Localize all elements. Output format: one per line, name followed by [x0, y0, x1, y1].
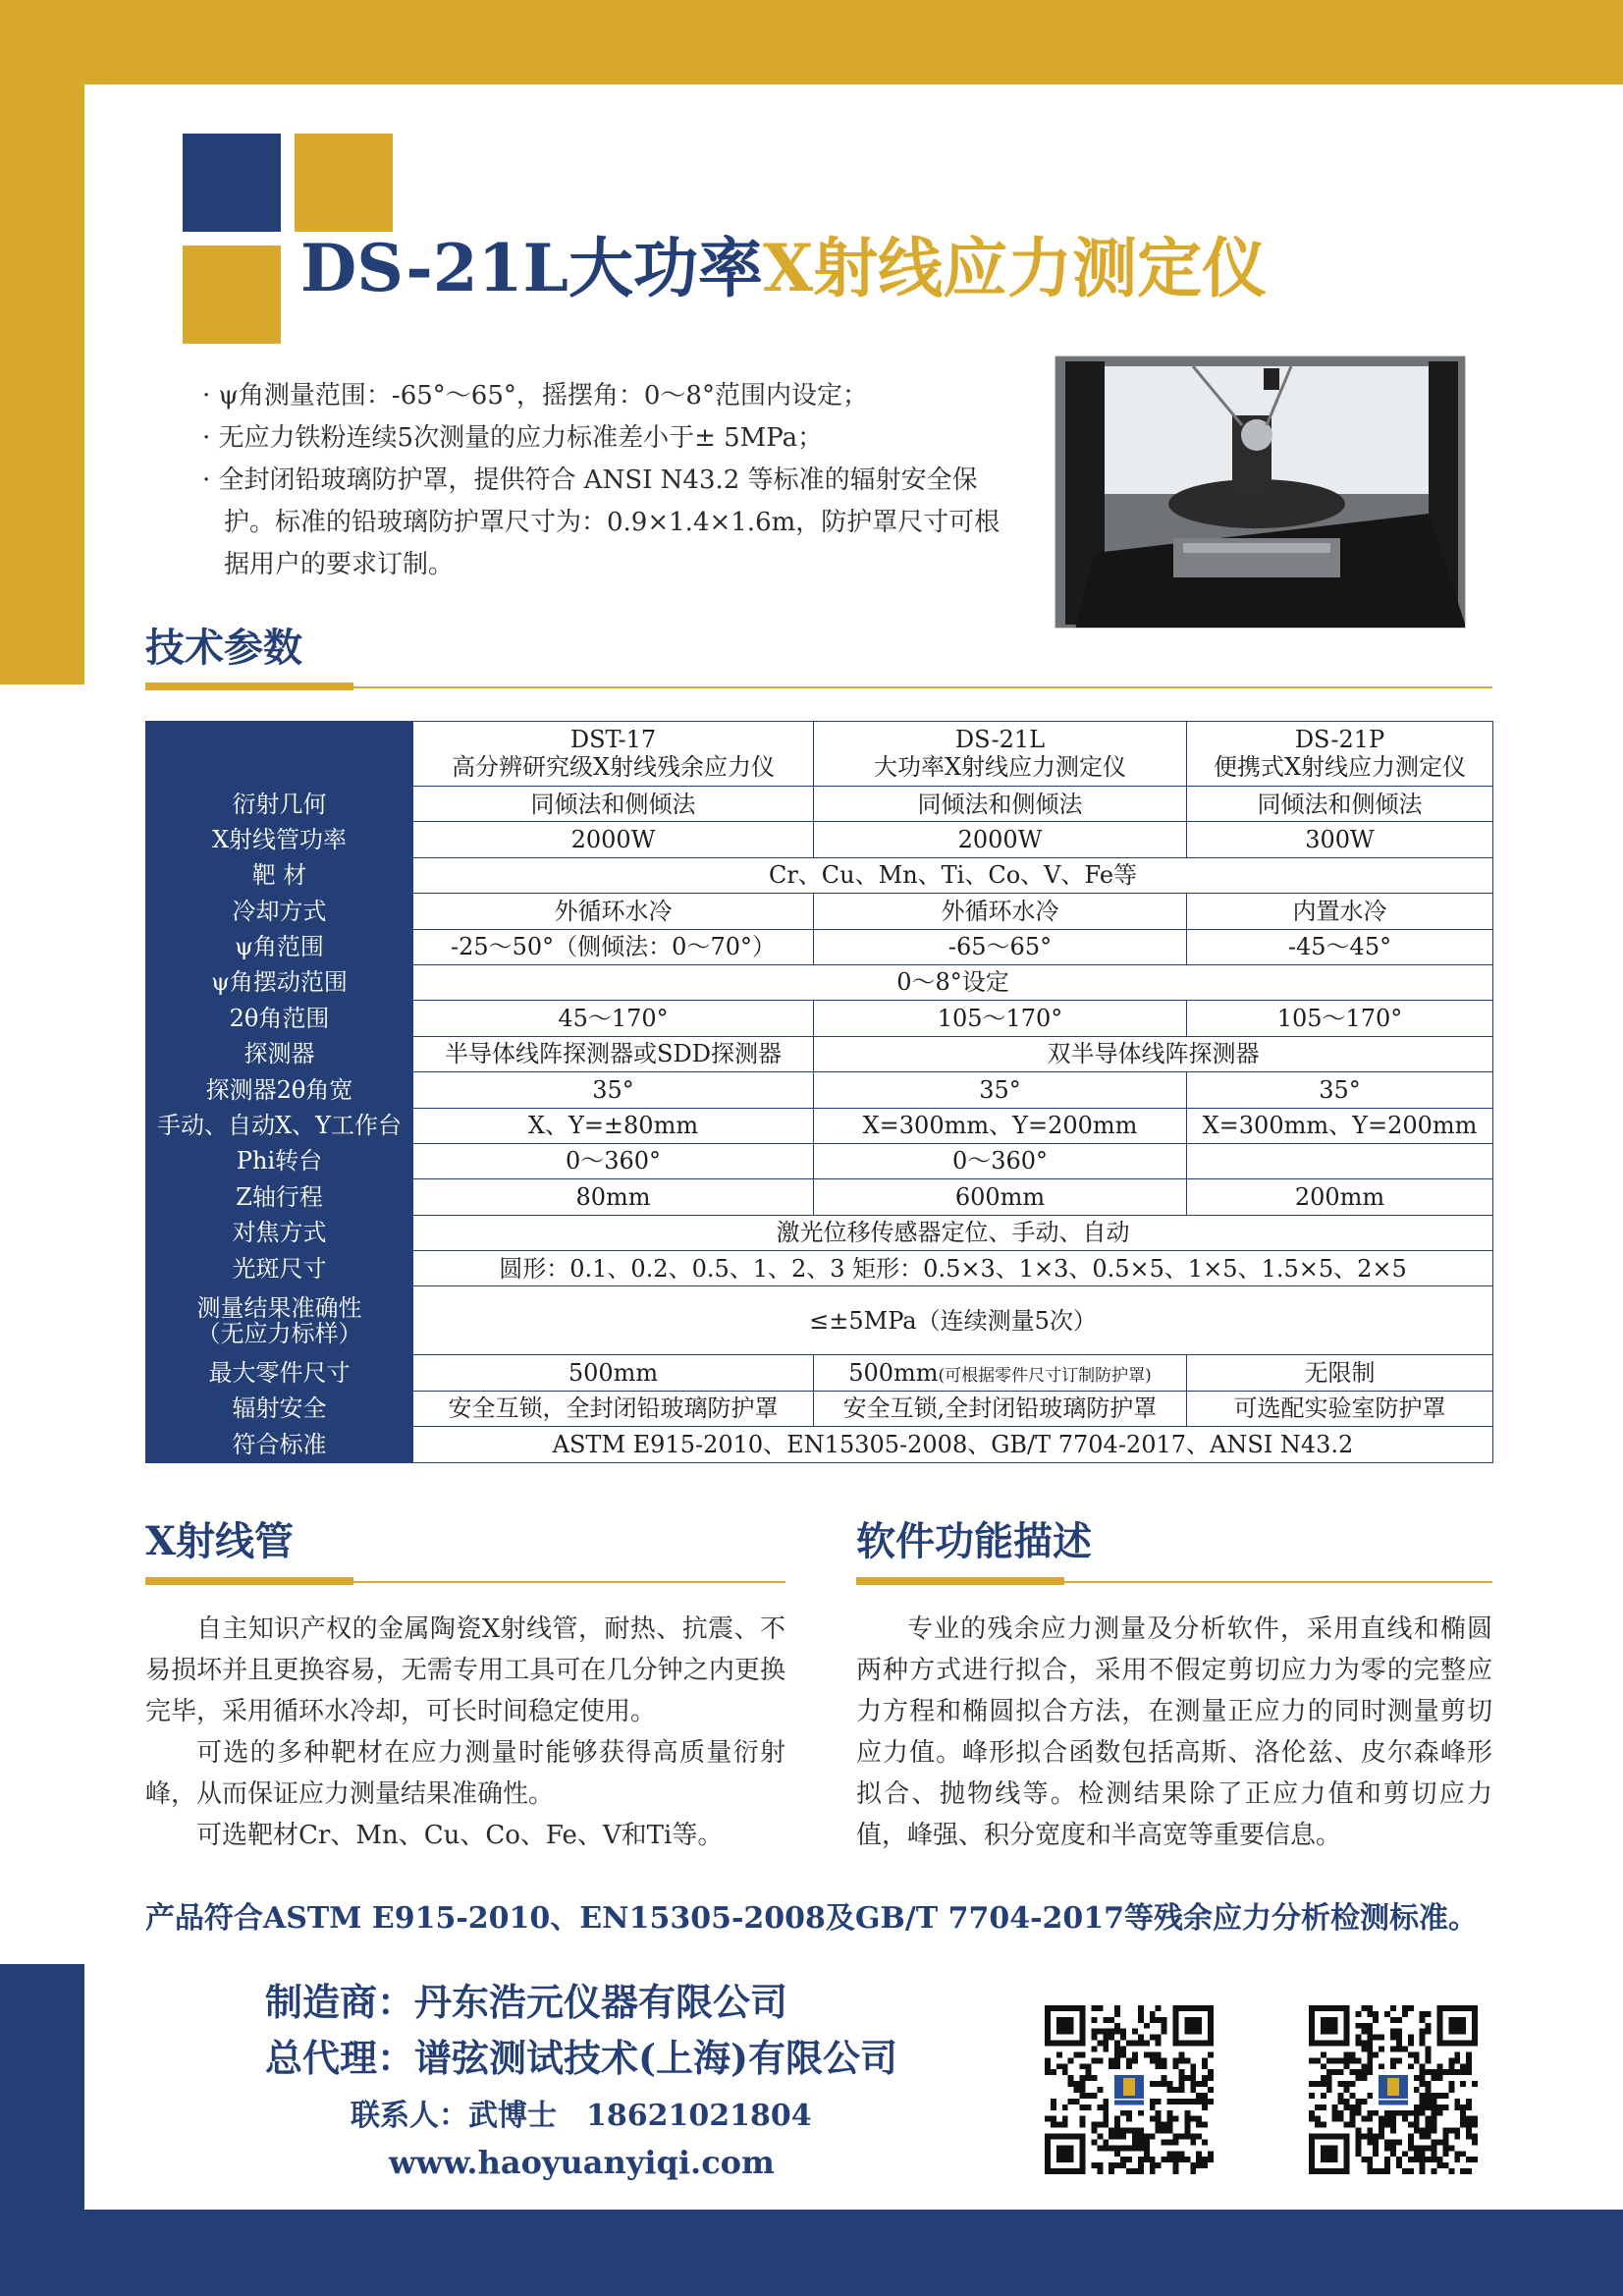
table-cell: 圆形：0.1、0.2、0.5、1、2、3 矩形：0.5×3、1×3、0.5×5、1×5、1.5×5、2×5	[413, 1251, 1493, 1286]
row-label: 探测器2θ角宽	[146, 1072, 413, 1108]
software-heading: 软件功能描述	[856, 1518, 1092, 1564]
table-cell: ≤±5MPa（连续测量5次）	[413, 1286, 1493, 1355]
general-agent: 总代理：谱弦测试技术(上海)有限公司	[265, 2036, 897, 2080]
table-row	[146, 1036, 1493, 1071]
row-label: 2θ角范围	[146, 1001, 413, 1036]
table-row	[146, 1143, 1493, 1178]
model-header-ds21p	[1187, 722, 1493, 787]
table-cell: 2000W	[413, 822, 814, 857]
table-cell: 可选配实验室防护罩	[1187, 1391, 1493, 1426]
table-cell: 同倾法和侧倾法	[814, 787, 1187, 822]
table-row	[146, 894, 1493, 929]
paragraph: 可选的多种靶材在应力测量时能够获得高质量衍射峰，从而保证应力测量结果准确性。	[145, 1738, 785, 1809]
title-part-model: DS-21L大功率	[300, 230, 763, 306]
xray-tube-text	[145, 1609, 785, 1856]
left-gold-bar	[0, 0, 84, 684]
table-cell	[1187, 1143, 1493, 1178]
table-cell: -65～65°	[814, 929, 1187, 964]
top-gold-bar	[0, 0, 1623, 84]
instrument-photo	[1055, 355, 1466, 629]
manufacturer: 制造商：丹东浩元仪器有限公司	[265, 1980, 788, 2024]
model-code: DS-21P	[1294, 725, 1385, 753]
row-label: 手动、自动X、Y工作台	[146, 1108, 413, 1143]
model-header-ds21l	[814, 722, 1187, 787]
instrument-photo-icon	[1055, 356, 1466, 629]
table-cell: Cr、Cu、Mn、Ti、Co、V、Fe等	[413, 857, 1493, 893]
table-cell: 外循环水冷	[413, 894, 814, 929]
row-label: 辐射安全	[146, 1391, 413, 1426]
model-code: DST-17	[569, 725, 657, 753]
row-label: 探测器	[146, 1036, 413, 1071]
table-row	[146, 929, 1493, 964]
table-cell: 80mm	[413, 1179, 814, 1215]
table-cell: 0～360°	[814, 1143, 1187, 1178]
table-cell: 双半导体线阵探测器	[814, 1036, 1493, 1071]
title-part-product: X射线应力测定仪	[762, 230, 1268, 306]
row-label: 光斑尺寸	[146, 1251, 413, 1286]
table-row	[146, 1179, 1493, 1215]
tech-params-heading: 技术参数	[145, 625, 302, 671]
page-title	[300, 230, 1268, 306]
model-code: DS-21L	[954, 725, 1046, 753]
spec-table	[145, 721, 1493, 1463]
table-row	[146, 787, 1493, 822]
feature-item: · 无应力铁粉连续5次测量的应力标准差小于± 5MPa；	[202, 423, 824, 453]
row-label: 最大零件尺寸	[146, 1355, 413, 1391]
row-label: Phi转台	[146, 1143, 413, 1178]
contact-person: 联系人：武博士 18621021804	[351, 2099, 812, 2133]
table-cell: 105～170°	[814, 1001, 1187, 1036]
row-label: Z轴行程	[146, 1179, 413, 1215]
table-row	[146, 1001, 1493, 1036]
feature-item: · 全封闭铅玻璃防护罩，提供符合 ANSI N43.2 等标准的辐射安全保护。标准的铅玻璃防护罩尺寸为：0.9×1.4×1.6m，防护罩尺寸可根据用户的要求订制。	[202, 465, 1001, 579]
paragraph: 自主知识产权的金属陶瓷X射线管，耐热、抗震、不易损坏并且更换容易，无需专用工具可在几分钟之内更换完毕，采用循环水冷却，可长时间稳定使用。	[145, 1614, 785, 1726]
model-header-dst17	[413, 722, 814, 787]
row-label: 冷却方式	[146, 894, 413, 929]
table-row	[146, 857, 1493, 893]
row-label: 靶 材	[146, 857, 413, 893]
table-cell: ASTM E915-2010、EN15305-2008、GB/T 7704-2017、ANSI N43.2	[413, 1427, 1493, 1462]
row-label	[146, 1286, 413, 1355]
table-corner-cell	[146, 722, 413, 787]
table-row	[146, 1215, 1493, 1250]
table-cell: X=300mm、Y=200mm	[1187, 1108, 1493, 1143]
standard-statement: 产品符合ASTM E915-2010、EN15305-2008及GB/T 7704-2017等残余应力分析检测标准。	[144, 1901, 1479, 1936]
software-heading-accent	[856, 1577, 1064, 1585]
table-cell: 同倾法和侧倾法	[413, 787, 814, 822]
table-cell: X、Y=±80mm	[413, 1108, 814, 1143]
qr-code-icon[interactable]	[1045, 2005, 1214, 2174]
row-label: 对焦方式	[146, 1215, 413, 1250]
table-row	[146, 1286, 1493, 1355]
table-cell: 45～170°	[413, 1001, 814, 1036]
table-cell: 500mm	[413, 1355, 814, 1391]
row-label: ψ角摆动范围	[146, 964, 413, 1000]
table-cell: 35°	[1187, 1072, 1493, 1108]
table-cell	[814, 1355, 1187, 1391]
logo-square-navy	[183, 134, 281, 232]
table-cell: 200mm	[1187, 1179, 1493, 1215]
row-label: ψ角范围	[146, 929, 413, 964]
qr-code-icon[interactable]	[1309, 2005, 1478, 2174]
table-cell: 无限制	[1187, 1355, 1493, 1391]
row-label-line: （无应力标样）	[196, 1319, 362, 1347]
software-text	[856, 1609, 1492, 1856]
website-link[interactable]: www.haoyuanyiqi.com	[389, 2144, 775, 2181]
row-label: 符合标准	[146, 1427, 413, 1462]
table-row	[146, 964, 1493, 1000]
table-cell: 半导体线阵探测器或SDD探测器	[413, 1036, 814, 1071]
model-name: 高分辨研究级X射线残余应力仪	[451, 752, 776, 781]
xray-heading-accent	[145, 1577, 353, 1585]
table-row	[146, 1427, 1493, 1462]
feature-item: · ψ角测量范围：-65°～65°，摇摆角：0～8°范围内设定；	[202, 381, 868, 410]
row-label: X射线管功率	[146, 822, 413, 857]
xray-tube-heading: X射线管	[145, 1518, 295, 1564]
model-name: 便携式X射线应力测定仪	[1213, 752, 1467, 781]
table-row	[146, 822, 1493, 857]
table-row	[146, 1391, 1493, 1426]
feature-list	[202, 375, 1007, 586]
tech-heading-accent	[145, 683, 353, 690]
table-cell: 105～170°	[1187, 1001, 1493, 1036]
model-name: 大功率X射线应力测定仪	[873, 752, 1127, 781]
table-cell: 0～360°	[413, 1143, 814, 1178]
table-cell: 300W	[1187, 822, 1493, 857]
cell-note: (可根据零件尺寸订制防护罩)	[938, 1365, 1152, 1386]
table-cell: -25～50°（侧倾法：0～70°）	[413, 929, 814, 964]
row-label-line: 测量结果准确性	[196, 1293, 362, 1322]
table-cell: 内置水冷	[1187, 894, 1493, 929]
table-cell: 激光位移传感器定位、手动、自动	[413, 1215, 1493, 1250]
paragraph: 专业的残余应力测量及分析软件，采用直线和椭圆两种方式进行拟合，采用不假定剪切应力为零的完整应力方程和椭圆拟合方法，在测量正应力的同时测量剪切应力值。峰形拟合函数包括高斯、洛伦兹、皮尔森峰形拟合、抛物线等。检测结果除了正应力值和剪切应力值，峰强、积分宽度和半高宽等重要信息。	[856, 1614, 1492, 1850]
table-row	[146, 1251, 1493, 1286]
logo-square-gold	[295, 134, 393, 232]
table-row	[146, 1355, 1493, 1391]
bottom-navy-bar	[0, 2210, 1623, 2296]
logo-square-gold-lower	[183, 246, 281, 344]
cell-main: 500mm	[848, 1358, 939, 1387]
table-cell: 2000W	[814, 822, 1187, 857]
table-cell: 600mm	[814, 1179, 1187, 1215]
table-cell: 安全互锁，全封闭铅玻璃防护罩	[413, 1391, 814, 1426]
table-cell: 35°	[814, 1072, 1187, 1108]
table-cell: 安全互锁,全封闭铅玻璃防护罩	[814, 1391, 1187, 1426]
row-label: 衍射几何	[146, 787, 413, 822]
table-cell: -45～45°	[1187, 929, 1493, 964]
table-row	[146, 1072, 1493, 1108]
table-cell: 外循环水冷	[814, 894, 1187, 929]
table-cell: 同倾法和侧倾法	[1187, 787, 1493, 822]
table-header-row	[146, 722, 1493, 787]
table-cell: X=300mm、Y=200mm	[814, 1108, 1187, 1143]
table-row	[146, 1108, 1493, 1143]
table-cell: 35°	[413, 1072, 814, 1108]
paragraph: 可选靶材Cr、Mn、Cu、Co、Fe、V和Ti等。	[196, 1821, 724, 1850]
table-cell: 0～8°设定	[413, 964, 1493, 1000]
